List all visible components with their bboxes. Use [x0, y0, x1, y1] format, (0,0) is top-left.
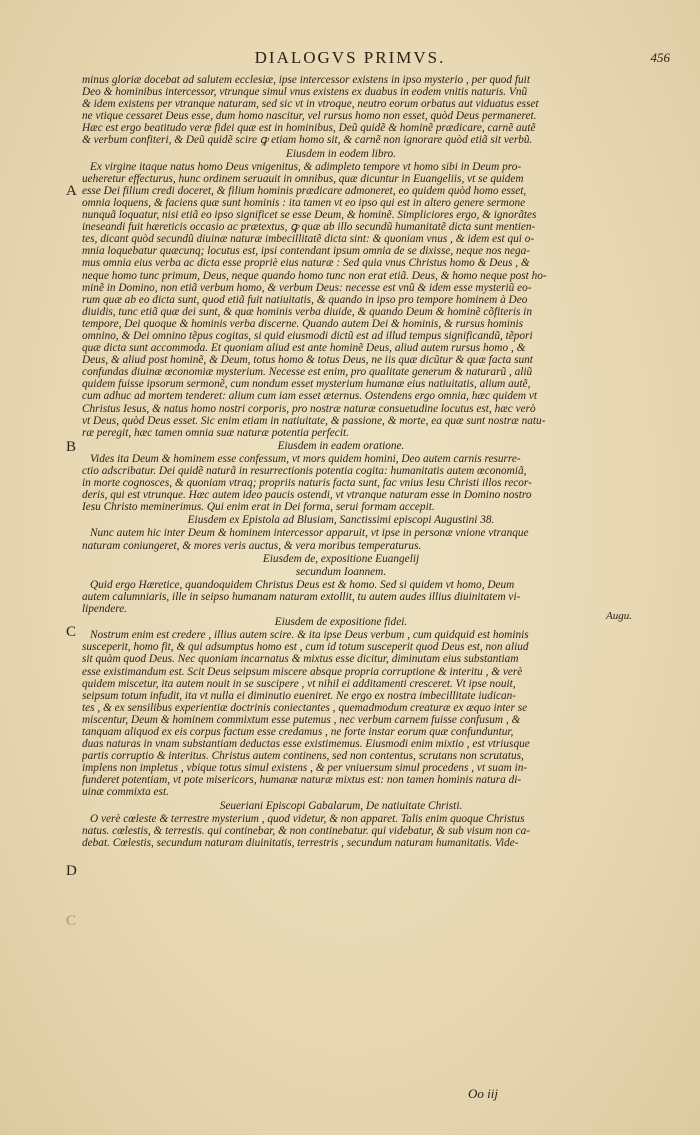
text-line: lipendere.	[82, 603, 128, 616]
text-line: in morte cognosces, & quoniam vtraq; propriis naturis facta sunt, fac vnius Iesu Christi illos recor-	[82, 477, 532, 490]
text-line: mus omnia eius verba ac dicta esse propriè eius naturæ : Sed quia vnus Christus homo & Deus , &	[82, 257, 530, 270]
text-line: mnia loquebatur quæcunq; locutus est, ipsi contendant ipsum omnia de se dixisse, neque nos nega-	[82, 245, 531, 258]
text-line: Nunc autem hic inter Deum & hominem intercessor apparuit, vt ipse in personæ vnione vtranque	[90, 527, 529, 540]
text-line: Iesu Christo meminerimus. Qui enim erat in Dei forma, serui formam accepit.	[82, 501, 435, 514]
text-line: Hæc est ergo beatitudo veræ fidei quæ est in hominibus, Deũ quidẽ & hominẽ prædicare, carnẽ autẽ	[82, 122, 536, 135]
text-line: duas naturas in vnam substantiam deductas esse existimemus. Eiusmodi enim mixtio , est vtriusque	[82, 738, 530, 751]
section-heading: secundum Ioannem.	[295, 565, 387, 578]
text-line: esse existimandum est. Scit Deus seipsum miscere absque propria corruptione & interitu , & verè	[82, 665, 523, 678]
text-line: naturam coniungeret, & mores veris auctus, & vera moribus temperaturus.	[82, 539, 422, 552]
section-heading: Eiusdem de, expositione Euangelij	[262, 552, 420, 565]
text-line: sit quàm quod Deus. Nec quoniam incarnatus & mixtus esse dicitur, diminutam eius substantiam	[82, 653, 519, 666]
section-heading: Eiusdem ex Epistola ad Blusiam, Sanctissimi episcopi Augustini 38.	[187, 514, 495, 527]
text-line: Quid ergo Hæretice, quandoquidem Christus Deus est & homo. Sed si quidem vt homo, Deum	[90, 578, 515, 591]
text-line: ineseandi fuit hæreticis occasio ac prætextus, ꝙ quæ ab illo secundũ humanitatẽ dicta sunt mentien-	[82, 221, 536, 234]
text-line: minẽ in Domino, non etiã verbum homo, & verbum Deus: necesse est vnũ & idem esse mysteriũ eo-	[82, 281, 532, 294]
margin-letter-a: A	[66, 183, 77, 199]
text-line: cum adhuc ad mortem tenderet: alium cum iam esset æternus. Ostendens ergo omnia, hæc quidem vt	[82, 390, 538, 403]
text-line: deris, qui est vtrunque. Hæc autem ideo paucis ostendi, vt vtranque naturam esse in Domino nostro	[82, 489, 532, 502]
section-heading: Eiusdem in eodem libro.	[285, 147, 397, 160]
text-line: quidem miscetur, ita autem nouit in se suscipere , vt nihil ei additamenti cresceret. Vt ipse nouit,	[82, 677, 516, 690]
margin-letter-d: D	[66, 863, 77, 879]
text-line: minus gloriæ docebat ad salutem ecclesiæ, ipse intercessor existens in ipso mysterio , per quod fuit	[82, 74, 530, 86]
signature-mark: Oo iij	[468, 1086, 498, 1101]
text-line: vt Deus, quòd Deus esset. Sic enim etiam in natiuitate, & passione, & morte, ea quæ sunt nostræ natu-	[82, 414, 546, 427]
text-line: tes , & ex sensilibus experientiæ doctrinis coniectantes , quemadmodum creaturæ ex æquo inter se	[82, 701, 528, 714]
text-line: tanquam aliquod ex eis corpus factum esse credamus , ne forte instar eorum quæ confunduntur,	[82, 725, 514, 738]
margin-letter-b: B	[66, 439, 77, 455]
text-line: Ex virgine itaque natus homo Deus vnigenitus, & adimpleto tempore vt homo sibi in Deum pro-	[90, 160, 522, 173]
text-line: esse Dei filium credi doceret, & filium hominis prædicare admoneret, eo quidem quòd homo esset,	[82, 184, 527, 197]
text-line: quæ dicta sunt accommoda. Et quoniam aliud est ante hominẽ Deus, aliud autem rursus homo , &	[82, 342, 526, 355]
text-line: tempore, Dei quoque & hominis verba discerne. Quando autem Dei & hominis, & rursus hominis	[82, 317, 524, 330]
text-line: natus. cœlestis, & terrestis. qui continebar, & non continebatur. qui videbatur, & sub visum non ca-	[82, 824, 530, 837]
text-line: diuidis, tunc etiã quæ dei sunt, & quæ hominis verba diuide, & quando Deum & hominẽ cõfiteris in	[82, 305, 532, 318]
text-line: ne vtique cessaret Deus esse, dum homo nascitur, vel rursus homo non esset, quòd Deus permaneret.	[82, 110, 537, 123]
text-line: partis corruptio & interitus. Christus autem continens, sed non contentus, scrutans non scrutatus,	[82, 750, 524, 763]
text-line: neque homo tunc primum, Deus, neque quando homo tunc non erat etiã. Deus, & homo neque post ho-	[82, 269, 547, 282]
text-line: ctio adscribatur. Dei quidẽ naturã in resurrectionis potentia cogita: humanitatis autem œconomiã,	[82, 465, 527, 477]
margin-letter-c: C	[66, 913, 77, 929]
text-line: & idem existens per vtranque naturam, sed sic vt in vtroque, neutro eorum orbatus aut viduatus esset	[82, 98, 539, 111]
text-line: susceperit, homo fit, & qui adsumptus homo est , cum id totum susceperit quod Deus est, non aliud	[82, 641, 529, 654]
text-line: seipsum totum infudit, ita vt nulla ei diminutio eueniret. Ne ergo ex nostra imbecillitate iudican-	[82, 689, 517, 702]
text-line: miscentur, Deum & hominem commixtum esse putemus , nec verbum carnem fuisse confusum , &	[82, 713, 521, 726]
text-line: quidem fuisse ipsorum sermonẽ, cum nondum esset mysterium humanæ eius natiuitatis, alium autẽ,	[82, 378, 531, 391]
text-line: Nostrum enim est credere , illius autem scire. & ita ipse Deus verbum , cum quidquid est hominis	[90, 629, 529, 642]
text-line: implens non impletus , vbique totus simul existens , & per vniuersum simul procedens , vt suam in-	[82, 762, 528, 775]
text-line: Deus, & aliud post hominẽ, & Deum, totus homo & totus Deus, ne iis quæ dicũtur & quæ facta sunt	[82, 354, 533, 367]
text-line: debat. Cœlestis, secundum naturam diuinitatis, terrestris , secundum naturam humanitatis. Vide-	[82, 836, 519, 849]
section-heading: Seueriani Episcopi Gabalarum, De natiuitate Christi.	[219, 799, 463, 812]
main-text-block	[82, 74, 600, 849]
text-line: rum quæ ab eo dicta sunt, quod etiã fuit natiuitatis, & quando in ipso pro tempore hominem à Deo	[82, 293, 528, 306]
page-number: 456	[650, 50, 670, 65]
running-head: DIALOGVS PRIMVS.	[254, 48, 446, 67]
text-line: Christus Iesus, & natus homo nostri corporis, pro nostræ naturæ consuetudine locutus est, hæc verò	[82, 402, 536, 415]
text-line: Deo & hominibus intercessor, vtrunque simul vnus existens ex duabus in eodem vnitis naturis. Vnũ	[82, 86, 528, 99]
margin-note-augu: Augu.	[606, 610, 632, 622]
text-line: autem calumniaris, ille in seipso humanam naturam extollit, tu autem audes illius diuinitatem vi-	[82, 590, 521, 603]
text-line: confundas diuinæ œconomiæ mysterium. Necesse est enim, pro qualitate generum & naturarũ , aliũ	[82, 366, 533, 379]
text-line: ræ peregit, hæc tamen omnia suæ naturæ potentia perfecit.	[82, 426, 349, 439]
text-line: nunquã loquatur, nisi etiã eo ipso significet se esse Deum, & hominẽ. Simpliciores ergo, & ignorãtes	[82, 209, 537, 222]
text-line: & verbum confiteri, & Deũ quidẽ scire ꝙ etiam homo sit, & carnẽ non ignorare quòd etiã sit verbũ.	[82, 134, 533, 147]
text-line: omnino, & Dei omnino tẽpus cogitas, si quid eiusmodi dictũ est ad illud tempus significandũ, tẽpori	[82, 329, 533, 342]
text-line: O verè cœleste & terrestre mysterium , quod videtur, & non apparet. Talis enim quoque Christus	[90, 812, 525, 825]
section-heading: Eiusdem de expositione fidei.	[274, 616, 408, 629]
text-line: omnia loquens, & faciens quæ sunt hominis : ita tamen vt eo ipso qui est in altero genere sermone	[82, 196, 526, 209]
section-heading: Eiusdem in eadem oratione.	[277, 439, 405, 452]
text-line: Vides ita Deum & hominem esse confessum, vt mors quidem homini, Deo autem carnis resurre-	[90, 452, 521, 465]
text-line: tes, dicant quòd secundũ diuinæ naturæ imbecillitatẽ dicta sint: & quoniam vnus , & idem est qui o-	[82, 233, 535, 246]
margin-letter-c: C	[66, 624, 77, 640]
text-line: funderet potentiam, vt pote misericors, humanæ naturæ mixtus est: non tamen hominis natura di-	[82, 774, 522, 787]
text-line: ueheretur effecturus, hunc ordinem seruauit in omnibus, quæ dicuntur in Euangeliis, vt se quidem	[82, 172, 524, 185]
text-line: uinæ commixta est.	[82, 786, 169, 799]
